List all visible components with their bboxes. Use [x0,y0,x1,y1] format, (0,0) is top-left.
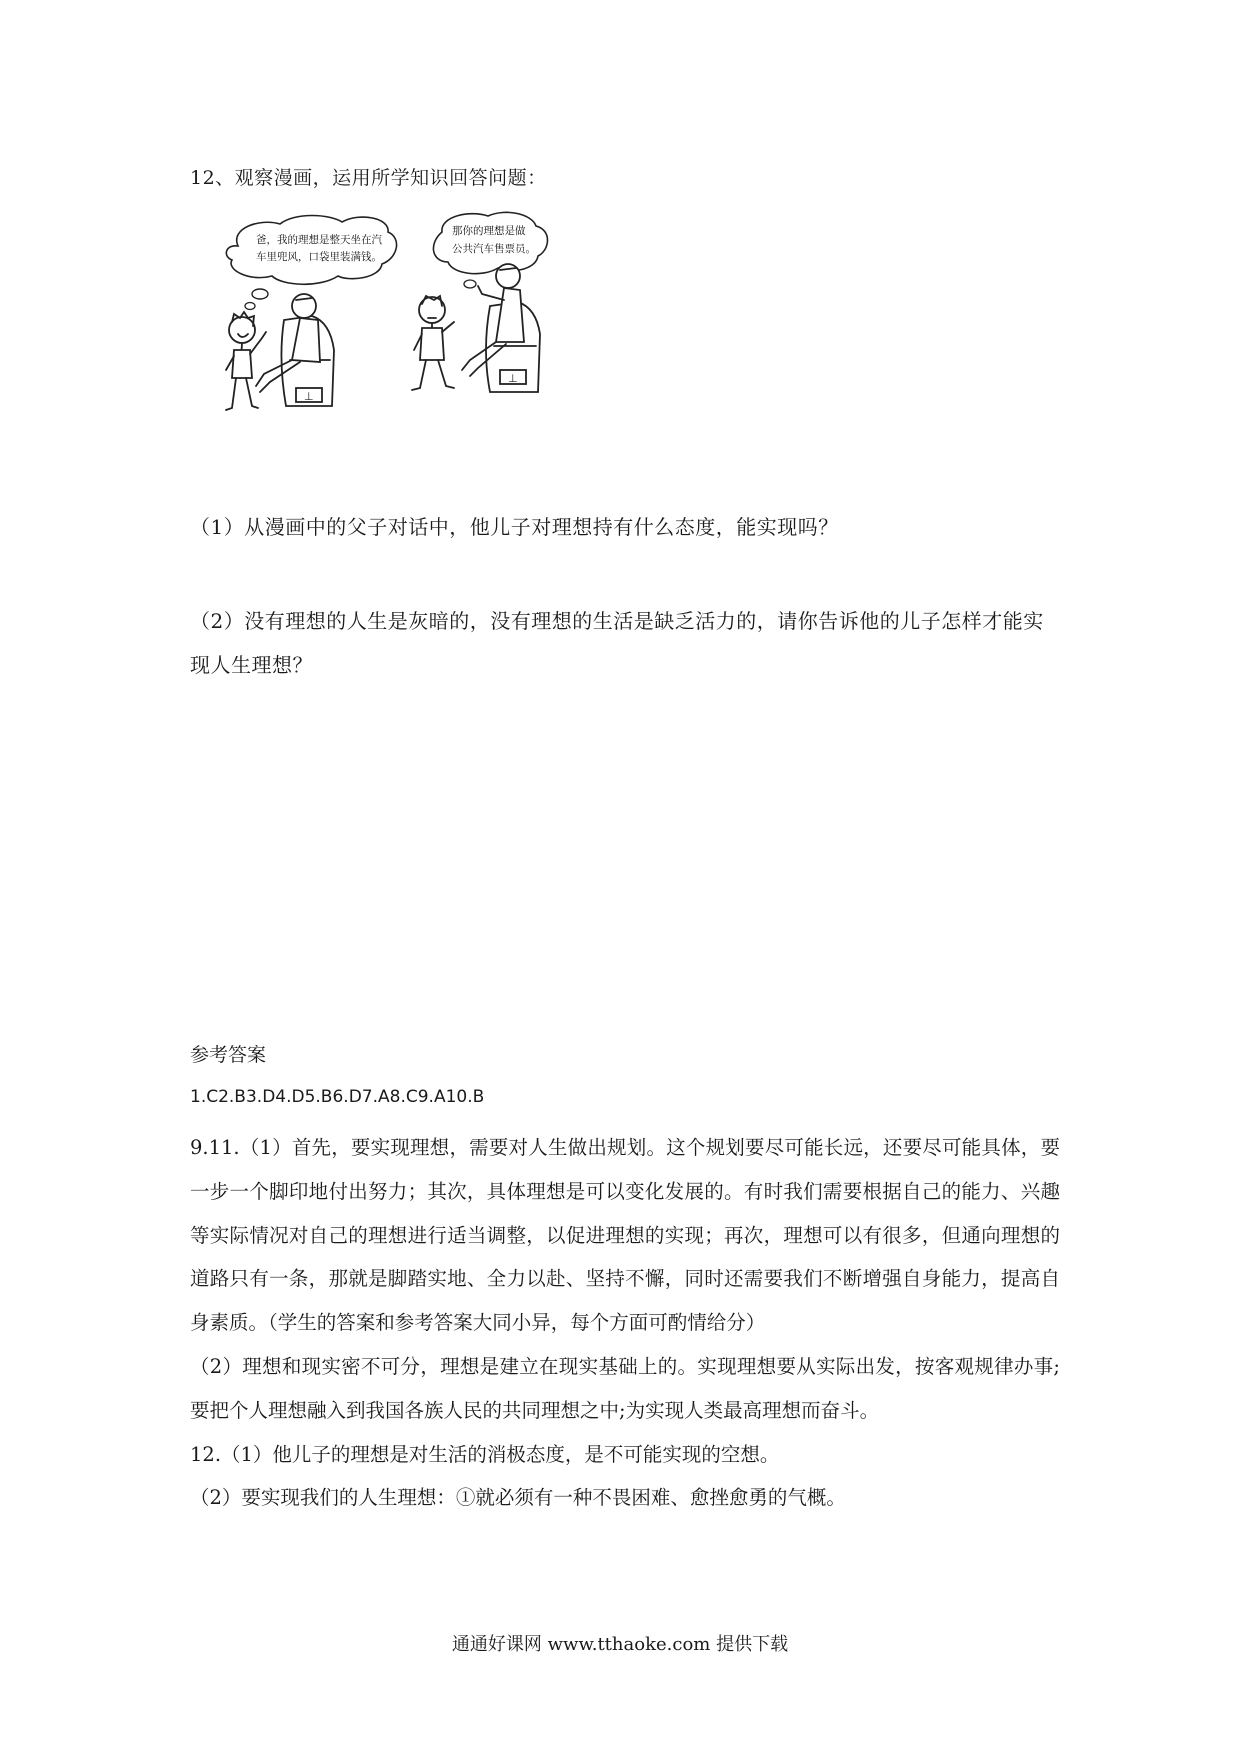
svg-text:⊥: ⊥ [304,390,314,403]
cartoon-illustration [220,210,590,460]
answer-section [190,1040,1060,1520]
answer-9-11-part-2: （2）理想和现实密不可分，理想是建立在现实基础上的。实现理想要从实际出发，按客观规律办事;要把个人理想融入到我国各族人民的共同理想之中;为实现人类最高理想而奋斗。 [190,1354,1060,1422]
right-bubble-line-2: 公共汽车售票员。 [452,243,536,255]
footer-source: 通通好课网 www.tthaoke.com 提供下载 [451,1634,789,1655]
question-title: 12、观察漫画，运用所学知识回答问题： [190,167,547,189]
answer-9-11-part-1: 9.11.（1）首先，要实现理想，需要对人生做出规划。这个规划要尽可能长远，还要尽可能具体，要一步一个脚印地付出努力；其次，具体理想是可以变化发展的。有时我们需要根据自己的能力、兴趣等实际情况对自己的理想进行适当调整，以促进理想的实现；再次，理想可以有很多，但通向理想的道路只有一条，那就是脚踏实地、全力以赴、坚持不懈，同时还需要我们不断增强自身能力，提高自身素质。（学生的答案和参考答案大同小异，每个方面可酌情给分） [190,1136,1060,1335]
answer-12-part-1: 12.（1）他儿子的理想是对生活的消极态度，是不可能实现的空想。 [190,1442,780,1466]
left-bubble-line-1: 爸，我的理想是整天坐在汽 [256,234,382,246]
sub-question-2: （2）没有理想的人生是灰暗的，没有理想的生活是缺乏活力的，请你告诉他的儿子怎样才能实现人生理想？ [190,609,1044,677]
svg-text:⊥: ⊥ [508,372,518,385]
answer-heading: 参考答案 [190,1044,267,1066]
answer-12-part-2: （2）要实现我们的人生理想：①就必须有一种不畏困难、愈挫愈勇的气概。 [190,1486,846,1510]
right-bubble-line-1: 那你的理想是做 [452,225,526,237]
left-thought-bubble [226,216,396,310]
left-scene-figures [226,294,334,410]
multiple-choice-answers: 1.C2.B3.D4.D5.B6.D7.A8.C9.A10.B [190,1087,485,1107]
right-thought-bubble [433,212,547,288]
sub-question-1: （1）从漫画中的父子对话中，他儿子对理想持有什么态度，能实现吗？ [190,515,839,539]
left-bubble-line-2: 车里兜风，口袋里装满钱。 [256,251,382,263]
